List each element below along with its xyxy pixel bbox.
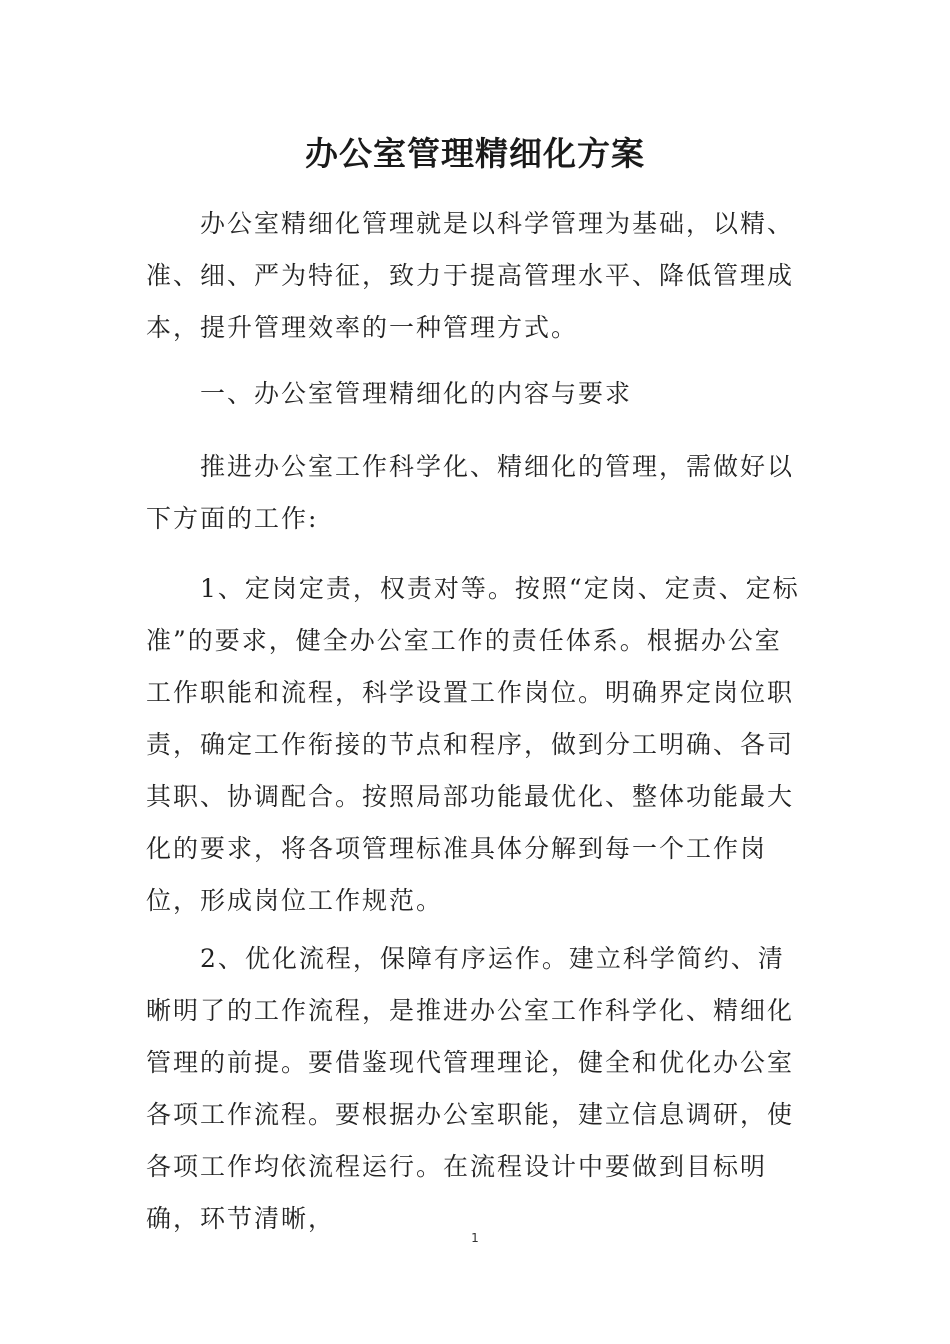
item-1-paragraph: 1、定岗定责，权责对等。按照“定岗、定责、定标准”的要求，健全办公室工作的责任体系。根据办公室工作职能和流程，科学设置工作岗位。明确界定岗位职责，确定工作衔接的节点和程序，做到分工明确、各司其职、协调配合。按照局部功能最优化、整体功能最大化的要求，将各项管理标准具体分解到每一个工作岗位，形成岗位工作规范。	[146, 574, 800, 915]
item-2-paragraph: 2、优化流程，保障有序运作。建立科学简约、清晰明了的工作流程，是推进办公室工作科学化、精细化管理的前提。要借鉴现代管理理论，健全和优化办公室各项工作流程。要根据办公室职能，建立信息调研，使各项工作均依流程运行。在流程设计中要做到目标明确，环节清晰，	[146, 944, 795, 1233]
intro-paragraph: 办公室精细化管理就是以科学管理为基础，以精、准、细、严为特征，致力于提高管理水平、降低管理成本，提升管理效率的一种管理方式。	[146, 209, 795, 342]
document-title: 办公室管理精细化方案	[305, 134, 645, 173]
page-number: 1	[471, 1231, 479, 1245]
section-heading: 一、办公室管理精细化的内容与要求	[200, 379, 633, 408]
section-intro-paragraph: 推进办公室工作科学化、精细化的管理，需做好以下方面的工作:	[146, 452, 795, 533]
